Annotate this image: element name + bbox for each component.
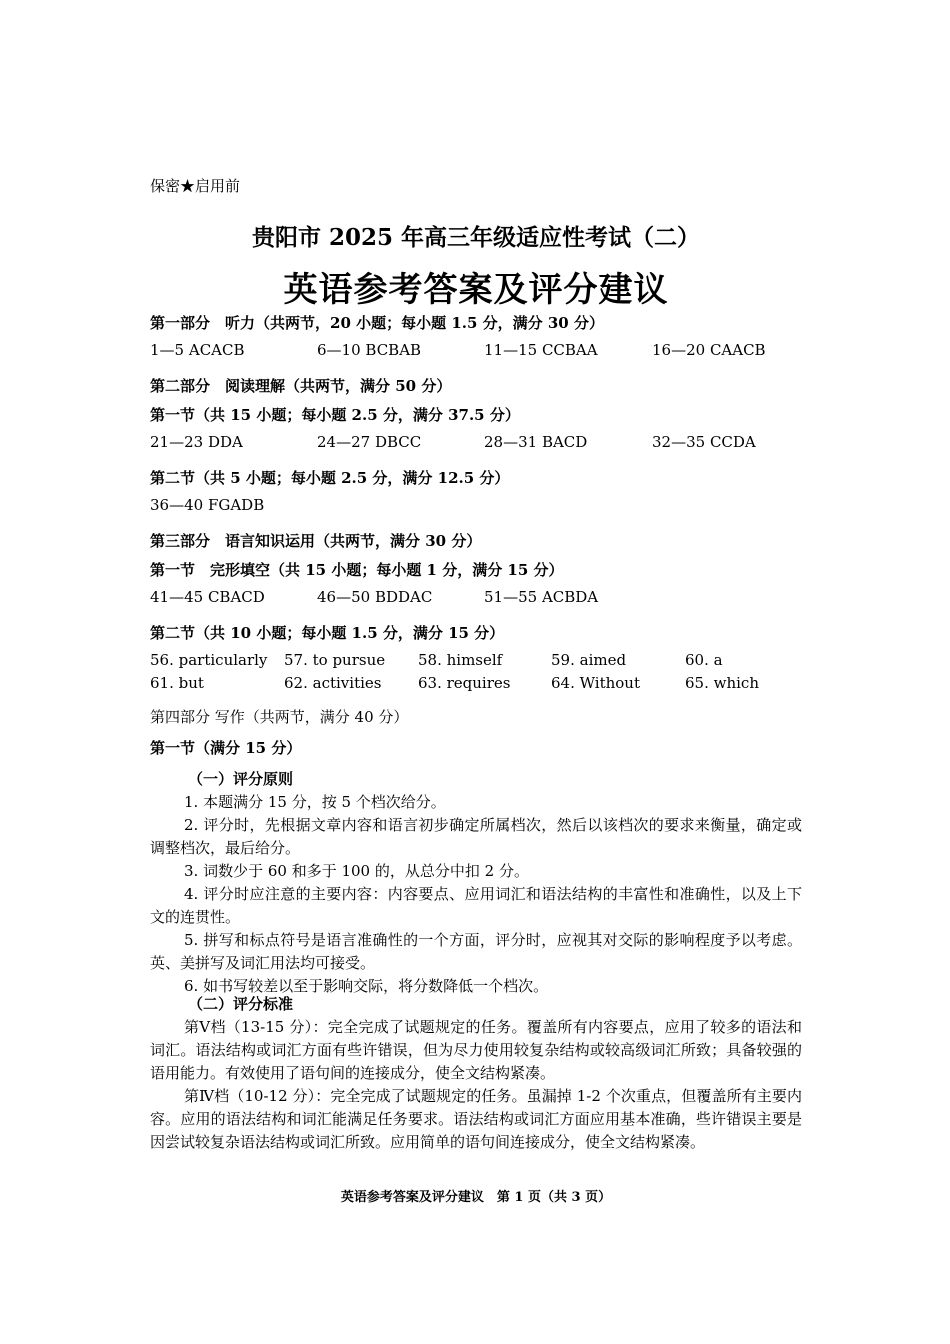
principle-item: 3. 词数少于 60 和多于 100 的，从总分中扣 2 分。	[184, 862, 529, 880]
answer-item: 61. but	[150, 674, 204, 692]
answer-group: 21—23 DDA	[150, 433, 243, 451]
standard-item: 第Ⅳ档（10-12 分）：完全完成了试题规定的任务。虽漏掉 1-2 个次重点，但覆盖所有主要内容。应用的语法结构和词汇能满足任务要求。语法结构或词汇方面应用基本准确，些许错误主要是因尝试较复杂语法结构或词汇所致。应用简单的语句间连接成分，使全文结构紧凑。	[150, 1087, 802, 1151]
part3-section1-heading: 第一节 完形填空（共 15 小题；每小题 1 分，满分 15 分）	[150, 561, 564, 579]
principle-item: 6. 如书写较差以至于影响交际，将分数降低一个档次。	[184, 977, 549, 995]
answer-item: 64. Without	[551, 674, 640, 692]
answer-item: 60. a	[685, 651, 723, 669]
answer-item: 59. aimed	[551, 651, 627, 669]
answer-group: 1—5 ACACB	[150, 341, 245, 359]
part3-section2-heading: 第二节（共 10 小题；每小题 1.5 分，满分 15 分）	[150, 624, 505, 642]
principle-item: 2. 评分时，先根据文章内容和语言初步确定所属档次，然后以该档次的要求来衡量，确定或调整档次，最后给分。	[150, 816, 802, 857]
answer-group: 11—15 CCBAA	[484, 341, 598, 359]
answer-item: 62. activities	[284, 674, 382, 692]
scoring-standards-heading: （二）评分标准	[188, 995, 294, 1013]
part4-section1-heading: 第一节（满分 15 分）	[150, 739, 302, 757]
part2-section1-heading: 第一节（共 15 小题；每小题 2.5 分，满分 37.5 分）	[150, 406, 520, 424]
answer-group: 16—20 CAACB	[652, 341, 766, 359]
answer-item: 57. to pursue	[284, 651, 386, 669]
answer-group: 51—55 ACBDA	[484, 588, 599, 606]
answer-item: 58. himself	[418, 651, 503, 669]
page-footer: 英语参考答案及评分建议 第 1 页（共 3 页）	[340, 1190, 612, 1205]
answer-group: 28—31 BACD	[484, 433, 588, 451]
answer-group: 36—40 FGADB	[150, 496, 265, 514]
standard-item: 第Ⅴ档（13-15 分）：完全完成了试题规定的任务。覆盖所有内容要点，应用了较多的语法和词汇。语法结构或词汇方面有些许错误，但为尽力使用较复杂结构或较高级词汇所致；具备较强的语用能力。有效使用了语句间的连接成分，使全文结构紧凑。	[150, 1018, 802, 1082]
answer-group: 46—50 BDDAC	[317, 588, 433, 606]
answer-group: 6—10 BCBAB	[317, 341, 422, 359]
part2-section2-heading: 第二节（共 5 小题；每小题 2.5 分，满分 12.5 分）	[150, 469, 510, 487]
answer-item: 63. requires	[418, 674, 511, 692]
part1-heading: 第一部分 听力（共两节，20 小题；每小题 1.5 分，满分 30 分）	[150, 314, 604, 332]
answer-group: 41—45 CBACD	[150, 588, 265, 606]
answer-item: 65. which	[685, 674, 759, 692]
scoring-principles-heading: （一）评分原则	[188, 770, 294, 788]
part4-heading: 第四部分 写作（共两节，满分 40 分）	[150, 708, 409, 726]
answer-group: 24—27 DBCC	[317, 433, 422, 451]
answer-group: 32—35 CCDA	[652, 433, 756, 451]
part2-heading: 第二部分 阅读理解（共两节，满分 50 分）	[150, 377, 452, 395]
exam-title: 贵阳市 2025 年高三年级适应性考试（二）	[251, 224, 701, 251]
principle-item: 4. 评分时应注意的主要内容：内容要点、应用词汇和语法结构的丰富性和准确性，以及上下文的连贯性。	[150, 885, 802, 926]
document-title: 英语参考答案及评分建议	[283, 270, 669, 310]
principle-item: 1. 本题满分 15 分，按 5 个档次给分。	[184, 793, 446, 811]
part3-heading: 第三部分 语言知识运用（共两节，满分 30 分）	[150, 532, 482, 550]
principle-item: 5. 拼写和标点符号是语言准确性的一个方面，评分时，应视其对交际的影响程度予以考虑。英、美拼写及词汇用法均可接受。	[150, 931, 802, 972]
confidential-label: 保密★启用前	[150, 177, 241, 195]
answer-item: 56. particularly	[150, 651, 268, 669]
